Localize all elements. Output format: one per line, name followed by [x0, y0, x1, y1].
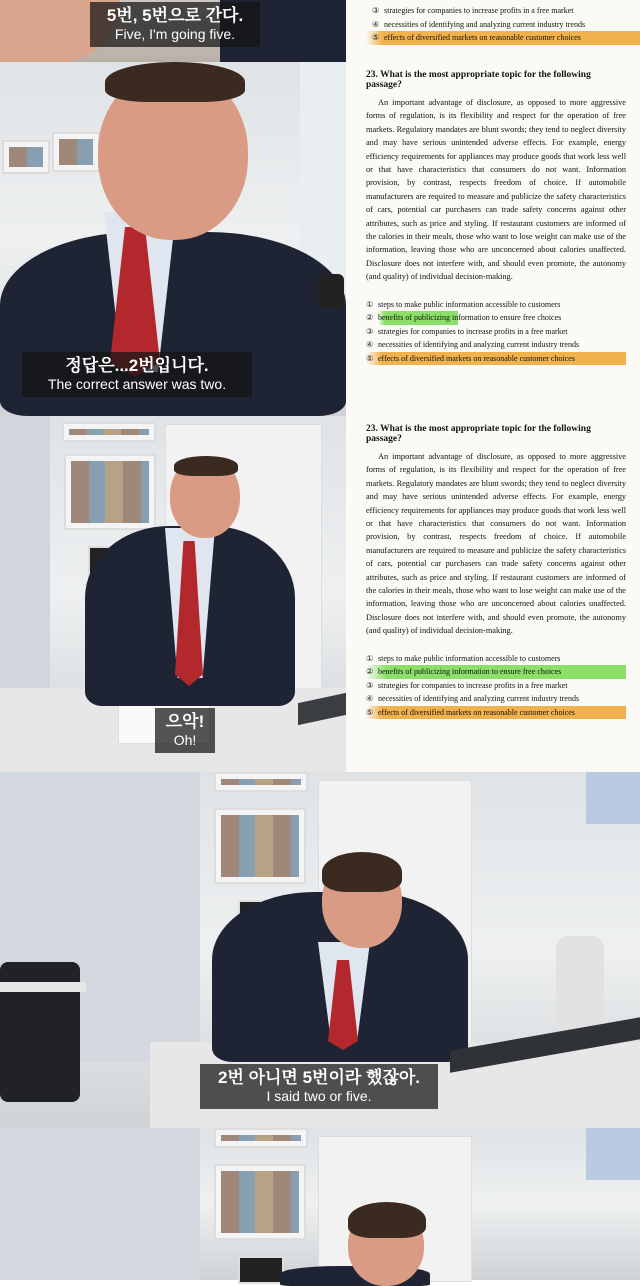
wall-poster [586, 1128, 640, 1180]
exam-option-4: ④ necessities of identifying and analyzing current industry trends [366, 694, 580, 704]
exam-question-title: 23. What is the most appropriate topic for the following passage? [366, 424, 591, 444]
man-hair [105, 62, 245, 102]
exam-options [366, 652, 626, 720]
man-hair [322, 852, 402, 892]
wall-photo-frame [214, 1164, 306, 1240]
man-hair [348, 1202, 426, 1238]
wall-left [0, 416, 50, 716]
subtitle-2 [22, 352, 252, 397]
subtitle-1-en: Five, I'm going five. [114, 26, 236, 43]
panel-3-photo [0, 416, 346, 772]
exam-question-title: 23. What is the most appropriate topic for the following passage? [366, 70, 591, 90]
exam-passage: An important advantage of disclosure, as opposed to more aggressive forms of regulation, is its flexibility and respect for the operation of free markets. Regulatory mandates are blunt swords; they tend to neglect diversity and may have serious unintended adverse effects. For example, energy efficiency requirements for appliances may produce goods that work less well or that have characteristics that consumers do not want. Information provision, by contrast, respects freedom of choice. If automobile manufacturers are required to measure and publicize the safety characteristics of cars, potential car purchasers can trade safety concerns against other attributes, such as price and styling. If restaurant customers are informed of the calories in their meals, those who want to lose weight can make use of the information, leaving those who are unconcerned about calories unaffected. Disclosure does not interfere with, and should even promote, the autonomy (and quality) of individual decision-making. [366, 452, 626, 636]
subtitle-4-en: I said two or five. [266, 1088, 372, 1105]
subtitle-1-ko: 5번, 5번으로 간다. [106, 6, 244, 25]
side-table [0, 982, 86, 992]
wall-photo-frame [214, 772, 308, 792]
subtitle-2-ko: 정답은...2번입니다. [65, 356, 209, 375]
wall-left [0, 1128, 200, 1280]
exam-top-option-5: ⑤ effects of diversified markets on reasonable customer choices [366, 31, 640, 45]
exam-option-1: ① steps to make public information accessible to customers [366, 299, 561, 309]
exam-option-5: ⑤ effects of diversified markets on reasonable customer choices [366, 706, 626, 720]
subtitle-1 [90, 2, 260, 47]
exam-page-2 [346, 416, 640, 772]
man-hair [174, 456, 238, 476]
mic-device [318, 274, 344, 308]
wall-photo-frame [2, 140, 50, 174]
subtitle-3-en: Oh! [173, 732, 197, 749]
exam-option-4: ④ necessities of identifying and analyzing current industry trends [366, 340, 580, 350]
wall-photo-frame [214, 808, 306, 884]
wall-poster [586, 772, 640, 824]
wall-photo-frame [62, 422, 156, 442]
exam-option-1: ① steps to make public information accessible to customers [366, 653, 561, 663]
exam-page-1 [346, 62, 640, 416]
exam-options [366, 298, 626, 366]
panel-2-photo [0, 62, 346, 416]
wall-photo-frame [238, 1256, 284, 1284]
subtitle-4 [200, 1064, 438, 1109]
subtitle-3 [155, 708, 215, 753]
exam-option-5: ⑤ effects of diversified markets on reasonable customer choices [366, 352, 626, 366]
wall-photo-frame [214, 1128, 308, 1148]
subtitle-4-ko: 2번 아니면 5번이라 했잖아. [217, 1068, 421, 1087]
exam-passage: An important advantage of disclosure, as opposed to more aggressive forms of regulation, is its flexibility and respect for the operation of free markets. Regulatory mandates are blunt swords; they tend to neglect diversity and may have serious unintended adverse effects. For example, energy efficiency requirements for appliances may produce goods that work less well or that have characteristics that consumers do not want. Information provision, by contrast, respects freedom of choice. If automobile manufacturers are required to measure and publicize the safety characteristics of cars, potential car purchasers can trade safety concerns against other attributes, such as price and styling. If restaurant customers are informed of the calories in their meals, those who want to lose weight can make use of the information, leaving those who are unconcerned about calories unaffected. Disclosure does not interfere with, and should even promote, the autonomy (and quality) of individual decision-making. [366, 98, 626, 282]
exam-top-option-4: ④ necessities of identifying and analyzing current industry trends [372, 19, 586, 29]
wall-photo-frame [52, 132, 100, 172]
panel-5-photo [0, 1128, 640, 1280]
panel-4-photo [0, 772, 640, 1128]
wall-photo-frame [64, 454, 156, 530]
exam-option-3: ③ strategies for companies to increase profits in a free market [366, 326, 568, 336]
exam-top-option-3: ③ strategies for companies to increase profits in a free market [372, 6, 574, 15]
subtitle-2-en: The correct answer was two. [47, 376, 227, 393]
exam-option-2-highlighted: ② benefits of publicizing information to ensure free choices [366, 665, 626, 679]
exam-option-3: ③ strategies for companies to increase profits in a free market [366, 680, 568, 690]
subtitle-3-ko: 으악! [165, 712, 205, 731]
panel-1-photo [0, 0, 346, 62]
option-2-highlight: benefits of publicizing information to ensure free choices [378, 311, 458, 325]
exam-option-2: ② benefits of publicizing information to ensure free choices [366, 311, 626, 325]
exam-snippet-top [346, 0, 640, 62]
